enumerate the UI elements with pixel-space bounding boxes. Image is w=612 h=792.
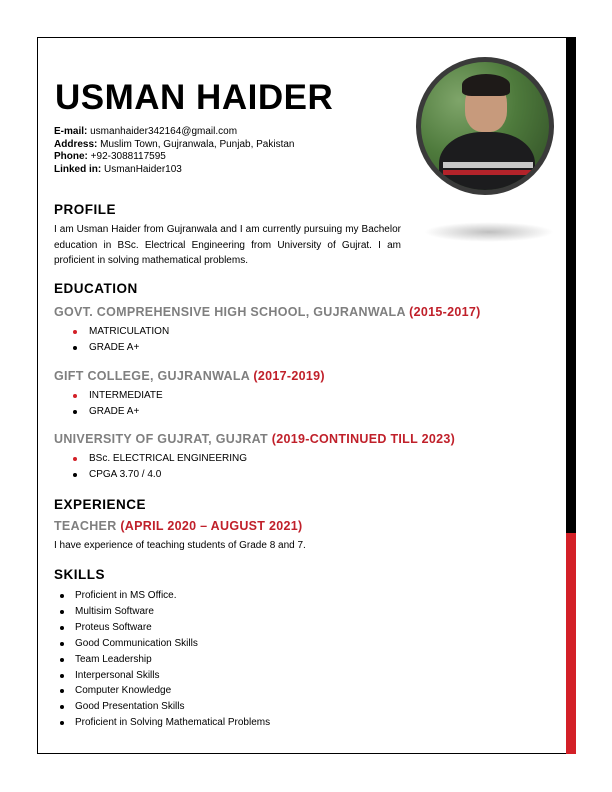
profile-heading: PROFILE [54,202,117,217]
list-item: MATRICULATION [54,324,169,340]
list-item: GRADE A+ [54,340,169,356]
education-school-1 [54,305,481,319]
experience-title [54,519,302,533]
email-label: E-mail: [54,126,88,137]
school-name: GIFT COLLEGE, GUJRANWALA [54,369,250,383]
list-item: Interpersonal Skills [54,668,270,684]
phone-line [54,151,295,164]
school-name: UNIVERSITY OF GUJRAT, GUJRAT [54,432,268,446]
candidate-name: USMAN HAIDER [55,78,334,117]
profile-photo [416,57,554,195]
experience-heading: EXPERIENCE [54,497,147,512]
skills-list [54,588,270,731]
list-item: Good Presentation Skills [54,699,270,715]
photo-hair [462,74,510,96]
school-years: (2015-2017) [409,305,481,319]
linkedin-value[interactable]: UsmanHaider103 [104,163,182,175]
job-title: TEACHER [54,519,117,533]
address-label: Address: [54,138,98,150]
side-bar-black [566,37,576,533]
list-item: Proficient in MS Office. [54,588,270,604]
address-line [54,139,295,152]
job-dates: (APRIL 2020 – AUGUST 2021) [120,519,303,533]
photo-stripe [443,162,533,168]
email-line [54,126,295,139]
email-value[interactable]: usmanhaider342164@gmail.com [90,126,238,137]
photo-shadow [424,222,554,242]
list-item: Computer Knowledge [54,683,270,699]
school-years: (2017-2019) [253,369,325,383]
experience-text: I have experience of teaching students of Grade 8 and 7. [54,540,306,551]
list-item: Proficient in Solving Mathematical Problems [54,715,270,731]
education-school-2 [54,369,325,383]
skills-heading: SKILLS [54,567,106,582]
phone-value: +92-3088117595 [90,151,166,162]
phone-label: Phone: [54,151,88,162]
list-item: Multisim Software [54,604,270,620]
contact-block [54,126,295,176]
list-item: CPGA 3.70 / 4.0 [54,467,247,483]
school-name: GOVT. COMPREHENSIVE HIGH SCHOOL, GUJRANWALA [54,305,406,319]
school-years: (2019-CONTINUED TILL 2023) [271,432,456,446]
education-heading: EDUCATION [54,281,138,296]
side-bar-red [566,533,576,754]
address-value: Muslim Town, Gujranwala, Punjab, Pakistan [100,138,295,150]
list-item: BSc. ELECTRICAL ENGINEERING [54,451,247,467]
list-item: Proteus Software [54,620,270,636]
education-list-1 [54,324,169,356]
list-item: GRADE A+ [54,404,163,420]
list-item: INTERMEDIATE [54,388,163,404]
education-school-3 [54,432,455,446]
profile-text: I am Usman Haider from Gujranwala and I am currently pursuing my Bachelor education in BSc. Electrical Engineering from University of Gujrat. I am proficient in solving mathematical problems. [54,224,401,266]
photo-stripe-red [443,170,533,175]
list-item: Team Leadership [54,652,270,668]
list-item: Good Communication Skills [54,636,270,652]
education-list-3 [54,451,247,483]
linkedin-line [54,164,295,177]
linkedin-label: Linked in: [54,163,102,175]
education-list-2 [54,388,163,420]
